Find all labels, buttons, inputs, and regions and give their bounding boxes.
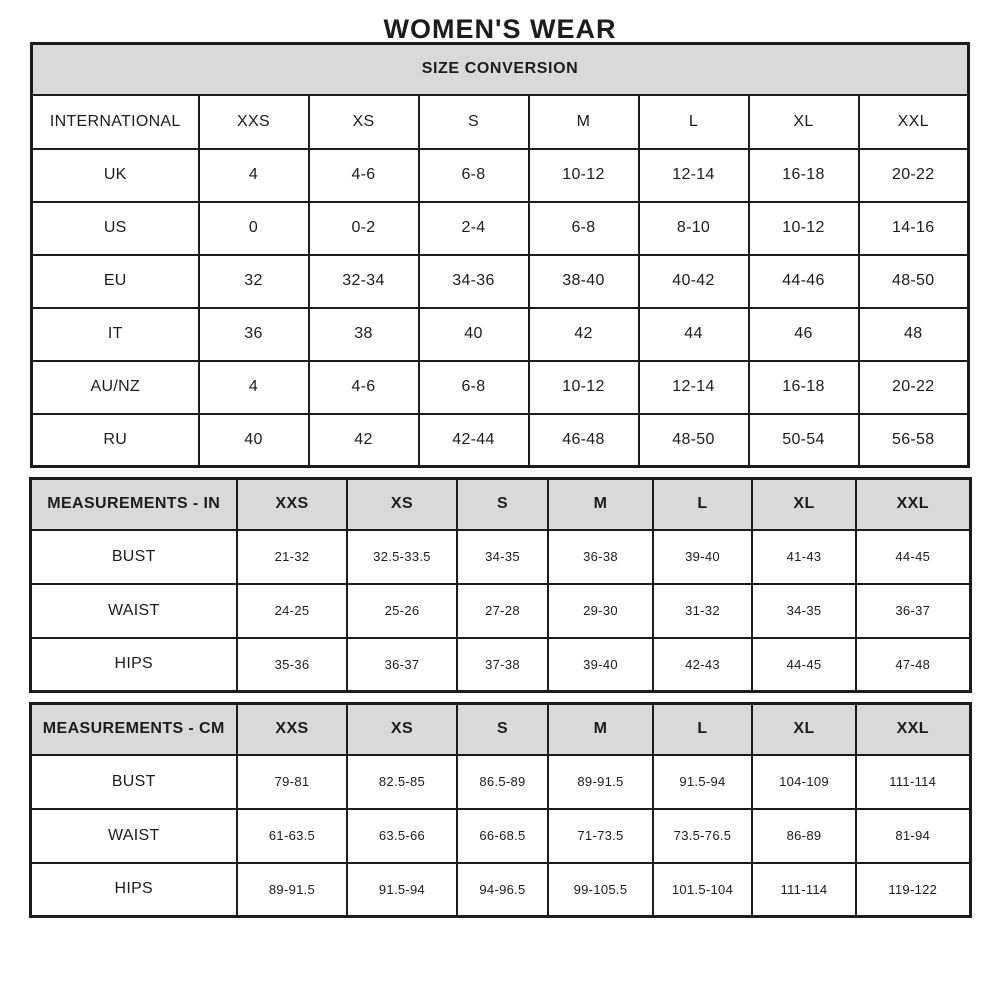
table-cell: 38-40 (529, 255, 639, 308)
table-row-bust-cm (30, 755, 970, 809)
table-cell: 44-46 (749, 255, 859, 308)
table-cell: 46 (749, 308, 859, 361)
table-cell: 31-32 (653, 584, 752, 638)
table-cell: 66-68.5 (457, 809, 548, 863)
table-row-bust-in (30, 530, 970, 584)
table-cell: 20-22 (859, 361, 969, 414)
row-label: AU/NZ (32, 361, 199, 414)
column-header: XXL (859, 95, 969, 149)
row-label: UK (32, 149, 199, 202)
table-cell: 4-6 (309, 149, 419, 202)
table-row-hips-cm (30, 863, 970, 917)
table-cell: 104-109 (752, 755, 856, 809)
table-cell: 63.5-66 (347, 809, 457, 863)
column-header: M (548, 479, 653, 530)
table-cell: 10-12 (749, 202, 859, 255)
column-header: XXS (199, 95, 309, 149)
table-cell: 4-6 (309, 361, 419, 414)
row-label: US (32, 202, 199, 255)
table-cell: 21-32 (237, 530, 347, 584)
table-cell: 86.5-89 (457, 755, 548, 809)
table-row-waist-cm (30, 809, 970, 863)
table-cell: 24-25 (237, 584, 347, 638)
table-cell: 34-36 (419, 255, 529, 308)
column-header: INTERNATIONAL (32, 95, 199, 149)
table-row-uk (32, 149, 969, 202)
column-header: XS (309, 95, 419, 149)
table-cell: 16-18 (749, 149, 859, 202)
column-header: XL (752, 704, 856, 755)
table-row-us (32, 202, 969, 255)
table-cell: 81-94 (856, 809, 970, 863)
table-cell: 12-14 (639, 149, 749, 202)
row-label: HIPS (30, 863, 237, 917)
table-cell: 32 (199, 255, 309, 308)
row-label: BUST (30, 755, 237, 809)
table-cell: 6-8 (529, 202, 639, 255)
table-cell: 36-37 (856, 584, 970, 638)
table-cell: 14-16 (859, 202, 969, 255)
table-cell: 4 (199, 361, 309, 414)
measurements-cm-title: MEASUREMENTS - CM (30, 704, 237, 755)
table-cell: 40 (199, 414, 309, 467)
table-cell: 48-50 (639, 414, 749, 467)
table-cell: 82.5-85 (347, 755, 457, 809)
table-cell: 48-50 (859, 255, 969, 308)
table-cell: 79-81 (237, 755, 347, 809)
table-cell: 40-42 (639, 255, 749, 308)
table-cell: 91.5-94 (653, 755, 752, 809)
table-cell: 44-45 (752, 638, 856, 692)
table-cell: 46-48 (529, 414, 639, 467)
table-cell: 50-54 (749, 414, 859, 467)
table-cell: 73.5-76.5 (653, 809, 752, 863)
table-cell: 94-96.5 (457, 863, 548, 917)
table-cell: 27-28 (457, 584, 548, 638)
measurements-cm-table (29, 702, 972, 918)
column-header: L (639, 95, 749, 149)
table-cell: 36 (199, 308, 309, 361)
table-cell: 20-22 (859, 149, 969, 202)
table-cell: 39-40 (653, 530, 752, 584)
table-row-ru (32, 414, 969, 467)
measurements-cm-header-row (30, 704, 970, 755)
table-cell: 99-105.5 (548, 863, 653, 917)
table-cell: 32-34 (309, 255, 419, 308)
column-header: S (457, 479, 548, 530)
column-header: M (529, 95, 639, 149)
measurements-in-title: MEASUREMENTS - IN (30, 479, 237, 530)
table-cell: 44-45 (856, 530, 970, 584)
table-cell: 47-48 (856, 638, 970, 692)
size-conversion-title: SIZE CONVERSION (32, 44, 969, 95)
column-header: S (457, 704, 548, 755)
column-header: XXS (237, 479, 347, 530)
row-label: HIPS (30, 638, 237, 692)
table-cell: 56-58 (859, 414, 969, 467)
table-cell: 10-12 (529, 361, 639, 414)
row-label: BUST (30, 530, 237, 584)
table-cell: 101.5-104 (653, 863, 752, 917)
table-cell: 32.5-33.5 (347, 530, 457, 584)
size-conversion-header-row (32, 95, 969, 149)
table-cell: 91.5-94 (347, 863, 457, 917)
page-title: WOMEN'S WEAR (383, 14, 617, 44)
table-cell: 61-63.5 (237, 809, 347, 863)
table-cell: 48 (859, 308, 969, 361)
table-row-eu (32, 255, 969, 308)
table-cell: 42-44 (419, 414, 529, 467)
table-cell: 119-122 (856, 863, 970, 917)
table-cell: 111-114 (856, 755, 970, 809)
table-cell: 36-37 (347, 638, 457, 692)
table-cell: 89-91.5 (237, 863, 347, 917)
table-cell: 8-10 (639, 202, 749, 255)
column-header: S (419, 95, 529, 149)
table-cell: 12-14 (639, 361, 749, 414)
column-header: XXS (237, 704, 347, 755)
column-header: L (653, 704, 752, 755)
table-cell: 36-38 (548, 530, 653, 584)
table-row-waist-in (30, 584, 970, 638)
table-row-aunz (32, 361, 969, 414)
table-cell: 40 (419, 308, 529, 361)
table-cell: 4 (199, 149, 309, 202)
table-cell: 29-30 (548, 584, 653, 638)
table-cell: 86-89 (752, 809, 856, 863)
table-cell: 111-114 (752, 863, 856, 917)
column-header: XL (749, 95, 859, 149)
table-row-it (32, 308, 969, 361)
column-header: XXL (856, 479, 970, 530)
column-header: XXL (856, 704, 970, 755)
table-cell: 44 (639, 308, 749, 361)
table-cell: 0-2 (309, 202, 419, 255)
measurements-in-table (29, 477, 972, 693)
table-cell: 10-12 (529, 149, 639, 202)
table-cell: 38 (309, 308, 419, 361)
table-cell: 0 (199, 202, 309, 255)
column-header: XS (347, 479, 457, 530)
table-cell: 37-38 (457, 638, 548, 692)
table-cell: 34-35 (457, 530, 548, 584)
column-header: XS (347, 704, 457, 755)
measurements-in-header-row (30, 479, 970, 530)
table-cell: 42 (309, 414, 419, 467)
row-label: WAIST (30, 584, 237, 638)
column-header: L (653, 479, 752, 530)
column-header: M (548, 704, 653, 755)
table-cell: 71-73.5 (548, 809, 653, 863)
row-label: EU (32, 255, 199, 308)
table-cell: 42 (529, 308, 639, 361)
row-label: IT (32, 308, 199, 361)
table-row-hips-in (30, 638, 970, 692)
table-cell: 89-91.5 (548, 755, 653, 809)
table-cell: 25-26 (347, 584, 457, 638)
table-cell: 34-35 (752, 584, 856, 638)
table-cell: 41-43 (752, 530, 856, 584)
table-cell: 6-8 (419, 149, 529, 202)
table-cell: 35-36 (237, 638, 347, 692)
table-cell: 6-8 (419, 361, 529, 414)
table-cell: 16-18 (749, 361, 859, 414)
row-label: WAIST (30, 809, 237, 863)
size-conversion-table (30, 42, 970, 468)
column-header: XL (752, 479, 856, 530)
table-cell: 39-40 (548, 638, 653, 692)
row-label: RU (32, 414, 199, 467)
table-cell: 2-4 (419, 202, 529, 255)
table-cell: 42-43 (653, 638, 752, 692)
size-conversion-title-row (32, 44, 969, 95)
